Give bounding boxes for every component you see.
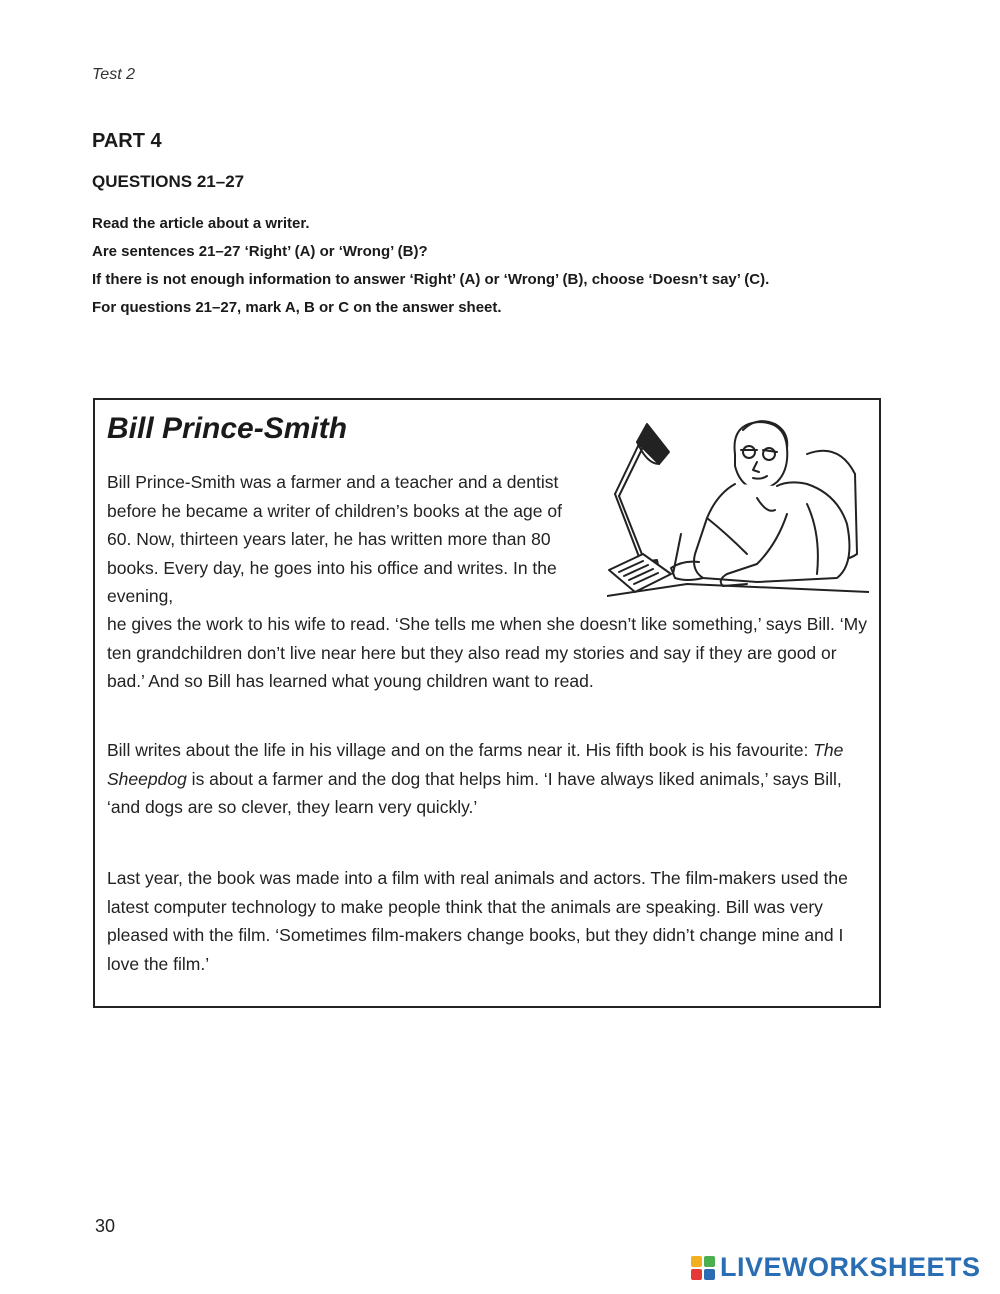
instruction-line: For questions 21–27, mark A, B or C on the answer sheet.	[92, 299, 502, 316]
test-label: Test 2	[92, 66, 135, 83]
instructions	[92, 214, 812, 326]
liveworksheets-logo-icon	[690, 1255, 716, 1281]
brand-name: LIVEWORKSHEETS	[720, 1252, 981, 1282]
article-paragraph: Last year, the book was made into a film with real animals and actors. The film-makers used the latest computer technology to make people think that the animals are speaking. Bill was very pleased with the film. ‘Sometimes film-makers change books, but they didn’t change mine and I love the film.’	[107, 868, 848, 974]
questions-heading: QUESTIONS 21–27	[92, 172, 245, 191]
brand-logo-link[interactable]	[690, 1252, 981, 1283]
article-title: Bill Prince-Smith	[107, 412, 348, 445]
article-paragraph	[107, 736, 867, 822]
instruction-line: Are sentences 21–27 ‘Right’ (A) or ‘Wrong’ (B)?	[92, 243, 428, 260]
instruction-line: Read the article about a writer.	[92, 215, 310, 232]
article-paragraph: he gives the work to his wife to read. ‘She tells me when she doesn’t like something,’ says Bill. ‘My ten grandchildren don’t live near here but they also read my stories and say if they are good or bad.’ And so Bill has learned what young children want to read.	[107, 614, 867, 691]
writer-at-desk-illustration	[607, 414, 869, 620]
instruction-line: If there is not enough information to answer ‘Right’ (A) or ‘Wrong’ (B), choose ‘Doesn’t say’ (C).	[92, 271, 770, 288]
article-paragraph: Bill Prince-Smith was a farmer and a teacher and a dentist before he became a writer of children’s books at the age of 60. Now, thirteen years later, he has written more than 80 books. Every day, he goes into his office and writes. In the evening,	[107, 472, 562, 606]
paragraph-text: Bill writes about the life in his village and on the farms near it. His fifth book is his favourite:	[107, 740, 814, 760]
paragraph-text: is about a farmer and the dog that helps him. ‘I have always liked animals,’ says Bill, ‘and dogs are so clever, they learn very quickly.’	[107, 768, 842, 817]
article-box	[93, 398, 881, 1008]
book-title: The Sheepdog	[107, 740, 844, 789]
part-heading: PART 4	[92, 130, 162, 152]
page-number: 30	[95, 1216, 116, 1236]
